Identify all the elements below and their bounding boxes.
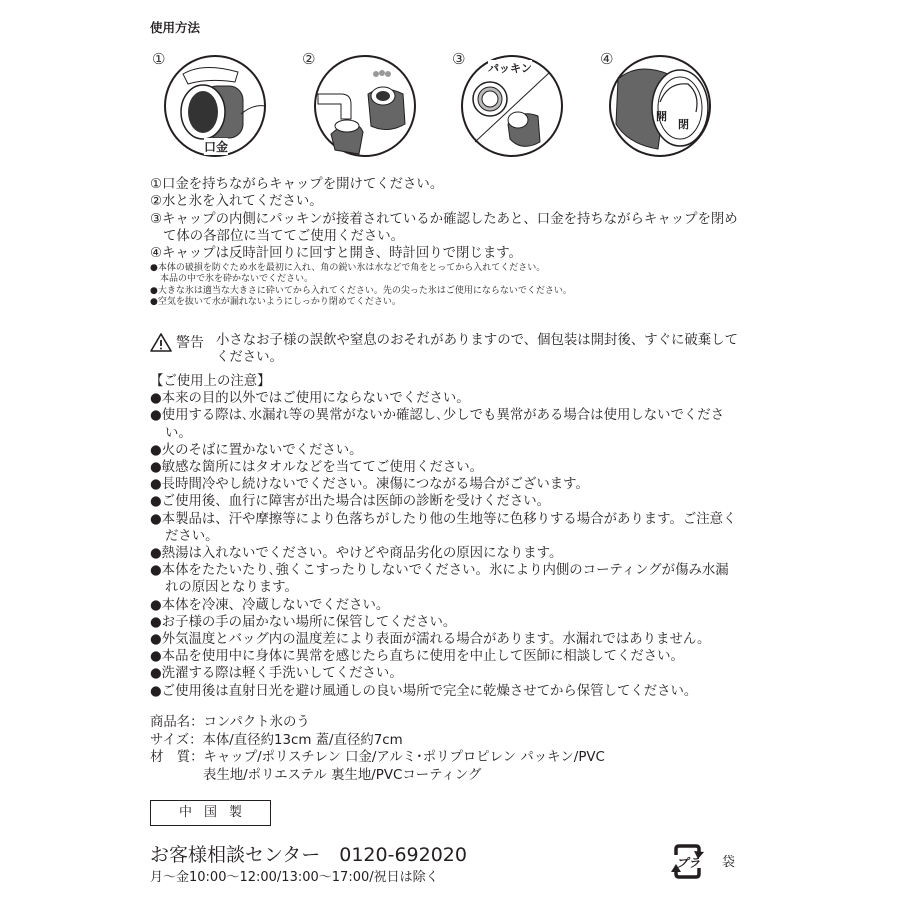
customer-center-phone: お客様相談センター 0120-692020 [150, 844, 467, 866]
caution-item: ●熱湯は入れないでください。やけどや商品劣化の原因になります。 [150, 546, 563, 562]
step: ①口金を持ちながらキャップを開けてください。 [150, 177, 444, 192]
caution-item: ●火のそばに置かないでください。 [150, 442, 363, 458]
step-number: ① [152, 50, 166, 68]
section-title: 使用方法 [150, 20, 201, 35]
product-material: 材 質：キャップ/ポリスチレン 口金/アルミ･ポリプロピレン パッキン/PVC [150, 750, 605, 765]
country-of-origin-box: 中国製 [150, 800, 271, 826]
warning-line: ください。 [216, 350, 283, 366]
step-number: ② [302, 50, 316, 68]
note-continued: 本品の中で氷を砕かないでください。 [160, 274, 314, 285]
caution-item: ●本体を冷凍、冷蔵しないでください。 [150, 597, 390, 613]
illustration-label: パッキン [488, 62, 532, 75]
step-number: ④ [600, 50, 614, 68]
illustration-rotate-cap [608, 54, 712, 158]
caution-section [150, 373, 736, 700]
caution-item: ●外気温度とバッグ内の温度差により表面が濡れる場合があります。水漏れではありません。 [150, 632, 711, 648]
caution-item: ●本体をたたいたり､強くこすったりしないでください。氷により内側のコーティングが傷み水漏 [150, 563, 729, 579]
steps-list [150, 176, 738, 262]
recycle-mark-text: プラ [675, 856, 701, 870]
step: ③キャップの内側にパッキンが接着されているか確認したあと、口金を持ちながらキャップを閉め [150, 211, 738, 227]
caution-item-continued: ださい。 [165, 528, 219, 544]
warning-label: 警告 [176, 335, 204, 351]
caution-item: ●洗濯する際は軽く手洗いしてください。 [150, 666, 403, 682]
warning-text [216, 332, 738, 367]
caution-item-continued: い。 [165, 425, 192, 441]
caution-item: ●使用する際は､水漏れ等の異常がないか確認し､少しでも異常がある場合は使用しないでくださ [150, 408, 725, 424]
caution-item: ●お子様の手の届かない場所に保管してください。 [150, 614, 457, 630]
recycle-label: 袋 [722, 855, 736, 870]
step: ②水と氷を入れてください。 [150, 194, 323, 210]
illustration-label-close: 閉 [678, 118, 689, 131]
warning-icon [150, 333, 172, 352]
illustration-label-open: 開 [656, 110, 667, 123]
product-material-continued: 表生地/ポリエステル 裏生地/PVCコーティング [203, 767, 482, 783]
plastic-recycle-icon [668, 843, 708, 881]
caution-item: ●本来の目的以外ではご使用にならないでください。 [150, 391, 470, 407]
caution-item: ●本製品は、汗や摩擦等により色落ちがしたり他の生地等に色移りする場合があります。ご注意く [150, 511, 737, 527]
note: ●本体の破損を防ぐため水を最初に入れ、角の鋭い氷は水などで角をとってから入れてください。 [150, 263, 546, 273]
illustration-label: 口金 [204, 140, 229, 154]
caution-item: ●長時間冷やし続けないでください。凍傷につながる場合がございます。 [150, 477, 589, 493]
caution-item: ●ご使用後、血行に障害が出た場合は医師の診断を受けください。 [150, 494, 551, 510]
note: ●大きな氷は適当な大きさに砕いてから入れてください。先の尖った氷はご使用にならないでください。 [150, 285, 572, 296]
caution-item: ●敏感な箇所にはタオルなどを当ててご使用ください。 [150, 460, 484, 476]
product-name: 商品名：コンパクト氷のう [150, 715, 310, 730]
illustration-fill-water-ice [313, 54, 417, 158]
note: ●空気を抜いて水が漏れないようにしっかり閉めてください。 [150, 296, 401, 307]
step: ④キャップは反時計回りに回すと開き、時計回りで閉じます。 [150, 246, 522, 262]
notes-list [150, 263, 572, 308]
step-number: ③ [452, 50, 466, 68]
warning-line: 小さなお子様の誤飲や窒息のおそれがありますので、個包装は開封後、すぐに破棄して [216, 333, 738, 348]
caution-item-continued: れの原因となります。 [165, 580, 298, 596]
customer-center-hours: 月～金10:00～12:00/13:00～17:00/祝日は除く [150, 870, 439, 885]
product-size: サイズ：本体/直径約13cm 蓋/直径約7cm [150, 732, 403, 748]
step-continued: て体の各部位に当ててご使用ください。 [163, 228, 405, 244]
caution-item: ●本品を使用中に身体に異常を感じたら直ちに使用を中止して医師に相談してください。 [150, 649, 684, 665]
caution-heading: 【ご使用上の注意】 [150, 374, 271, 389]
caution-item: ●ご使用後は直射日光を避け風通しの良い場所で完全に乾燥させてから保管してください。 [150, 683, 698, 699]
product-info [150, 714, 605, 784]
